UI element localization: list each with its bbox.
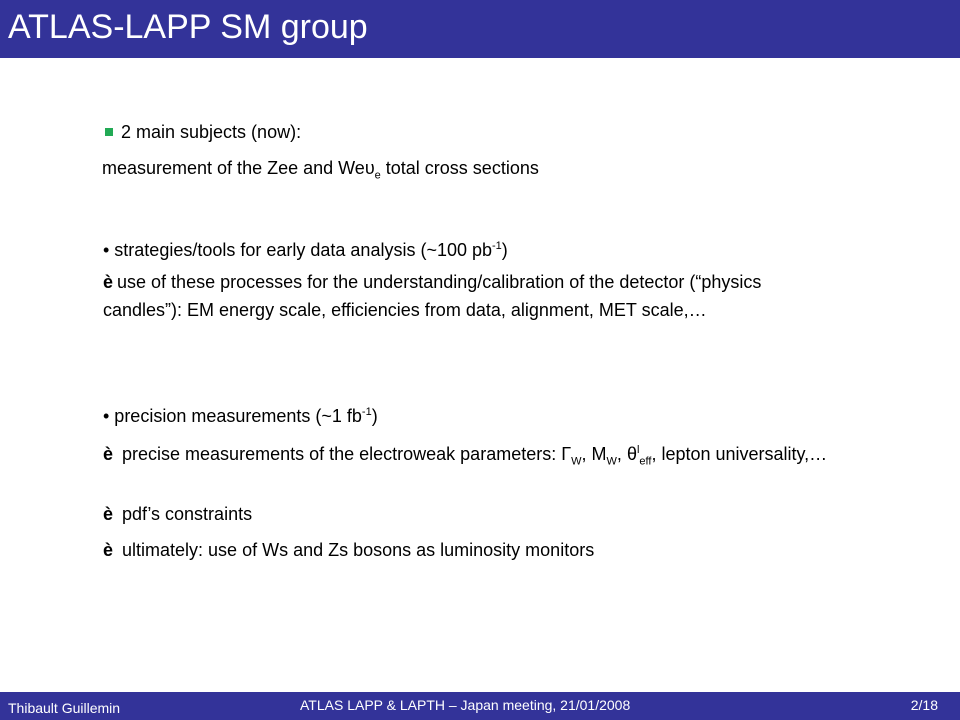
footer-event: ATLAS LAPP & LAPTH – Japan meeting, 21/01/2008: [300, 697, 631, 713]
strategies-line: • strategies/tools for early data analysis (~100 $pb^{-1}$): [103, 240, 508, 260]
slide-title: ATLAS-LAPP SM group: [8, 8, 368, 46]
arrow-icon: è: [103, 504, 114, 524]
measurement-line: measurement of the Zee and Weυ$_e$ total cross sections: [102, 158, 539, 182]
header-bar: [0, 0, 960, 58]
arrow-icon: è: [103, 540, 114, 560]
pdf-line: è pdf’s constraints: [103, 504, 253, 524]
precision-line: • precision measurements (~1 $fb^{-1}$): [103, 406, 378, 426]
use-processes-paragraph: è use of these processes for the understanding/calibration of the detector (“physics candles”): EM energy scale, efficiencies from data, alignment, MET scale,…: [103, 272, 762, 320]
footer-bar: [0, 692, 960, 720]
arrow-icon: è: [103, 444, 114, 464]
footer-author: Thibault Guillemin: [8, 700, 121, 716]
footer-page-number: 2/18: [910, 697, 938, 713]
subjects-text: 2 main subjects (now):: [121, 122, 302, 142]
subjects-line: [103, 121, 301, 143]
precise-paragraph: è precise measurements of the electroweak parameters: $\Gamma_W$, $M_W$, $\theta^l_{eff}$, lepton universality,…: [103, 444, 828, 468]
square-bullet-icon: [105, 128, 113, 136]
ultimately-line: è ultimately: use of Ws and Zs bosons as luminosity monitors: [103, 540, 595, 560]
nu-symbol: υ: [364, 158, 375, 178]
arrow-icon: è: [103, 272, 114, 292]
